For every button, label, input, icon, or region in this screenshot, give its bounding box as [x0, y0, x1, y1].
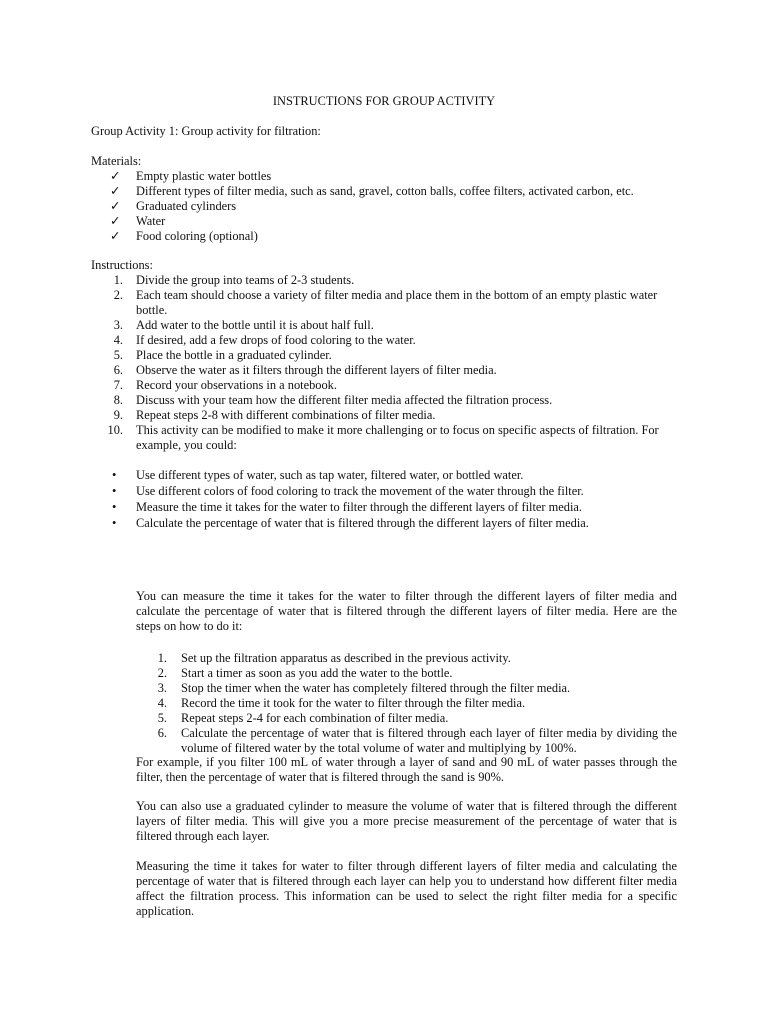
list-item: • Measure the time it takes for the water to filter through the different layers of filter media.	[112, 500, 583, 514]
list-item: ✓ Graduated cylinders	[110, 199, 237, 213]
list-item: 8. Discuss with your team how the different filter media affected the filtration process.	[113, 393, 553, 407]
list-item: 9. Repeat steps 2-8 with different combinations of filter media.	[113, 408, 436, 422]
checkmark-icon: ✓	[110, 214, 121, 228]
checkmark-icon: ✓	[110, 169, 121, 183]
list-item: 5. Place the bottle in a graduated cylinder.	[113, 348, 332, 362]
bullet-icon: •	[112, 500, 117, 514]
list-item: ✓ Food coloring (optional)	[110, 229, 258, 243]
list-item: 5. Repeat steps 2-4 for each combination of filter media.	[157, 711, 449, 725]
list-item: • Use different types of water, such as tap water, filtered water, or bottled water.	[112, 468, 524, 482]
activity-heading: Group Activity 1: Group activity for filtration:	[91, 124, 321, 138]
list-item: 7. Record your observations in a notebook.	[113, 378, 337, 392]
list-item: 4. If desired, add a few drops of food coloring to the water.	[113, 333, 416, 347]
bullet-icon: •	[112, 468, 117, 482]
measure-intro-paragraph: You can measure the time it takes for the water to filter through the different layers of filter media and calculate the percentage of water that is filtered through the different layers of filter media. Here are the steps on how to do it:	[136, 589, 677, 633]
list-item: 1. Set up the filtration apparatus as described in the previous activity.	[157, 651, 511, 665]
conclusion-paragraph: Measuring the time it takes for water to filter through different layers of filter media and calculating the percentage of water that is filtered through each layer can help you to understand how different filter media affect the filtration process. This information can be used to select the right filter media for a specific application.	[136, 859, 677, 918]
checkmark-icon: ✓	[110, 229, 121, 243]
bullet-icon: •	[112, 516, 117, 530]
list-item: 3. Add water to the bottle until it is about half full.	[113, 318, 374, 332]
checkmark-icon: ✓	[110, 199, 121, 213]
list-item: 1. Divide the group into teams of 2-3 students.	[113, 273, 355, 287]
variations-list	[91, 468, 681, 531]
materials-list	[91, 169, 681, 244]
list-item: 10. This activity can be modified to make it more challenging or to focus on specific aspects of filtration. For example, you could:	[107, 423, 659, 452]
cylinder-paragraph: You can also use a graduated cylinder to measure the volume of water that is filtered through the different layers of filter media. This will give you a more precise measurement of the percentage of water that is filtered through each layer.	[136, 799, 677, 843]
example-paragraph: For example, if you filter 100 mL of water through a layer of sand and 90 mL of water passes through the filter, then the percentage of water that is filtered through the sand is 90%.	[136, 755, 677, 784]
list-item: ✓ Empty plastic water bottles	[110, 169, 272, 183]
materials-heading: Materials:	[91, 154, 142, 168]
list-item: 4. Record the time it took for the water to filter through the filter media.	[157, 696, 526, 710]
list-item: 2. Start a timer as soon as you add the water to the bottle.	[157, 666, 453, 680]
list-item: 6. Observe the water as it filters through the different layers of filter media.	[113, 363, 497, 377]
list-item: 6. Calculate the percentage of water that is filtered through each layer of filter media by dividing the volume of filtered water by the total volume of water and multiplying by 100%.	[157, 726, 677, 755]
instructions-heading: Instructions:	[91, 258, 153, 272]
list-item: ✓ Water	[110, 214, 166, 228]
list-item: 3. Stop the timer when the water has completely filtered through the filter media.	[157, 681, 571, 695]
page-title: INSTRUCTIONS FOR GROUP ACTIVITY	[272, 94, 496, 108]
list-item: • Use different colors of food coloring to track the movement of the water through the filter.	[112, 484, 584, 498]
list-item: ✓ Different types of filter media, such as sand, gravel, cotton balls, coffee filters, activated carbon, etc.	[110, 184, 634, 198]
list-item: • Calculate the percentage of water that is filtered through the different layers of filter media.	[112, 516, 589, 530]
checkmark-icon: ✓	[110, 184, 121, 198]
measurement-steps-list	[136, 651, 677, 756]
instructions-list	[91, 273, 681, 453]
list-item: 2. Each team should choose a variety of filter media and place them in the bottom of an empty plastic water bottle.	[113, 288, 658, 317]
bullet-icon: •	[112, 484, 117, 498]
